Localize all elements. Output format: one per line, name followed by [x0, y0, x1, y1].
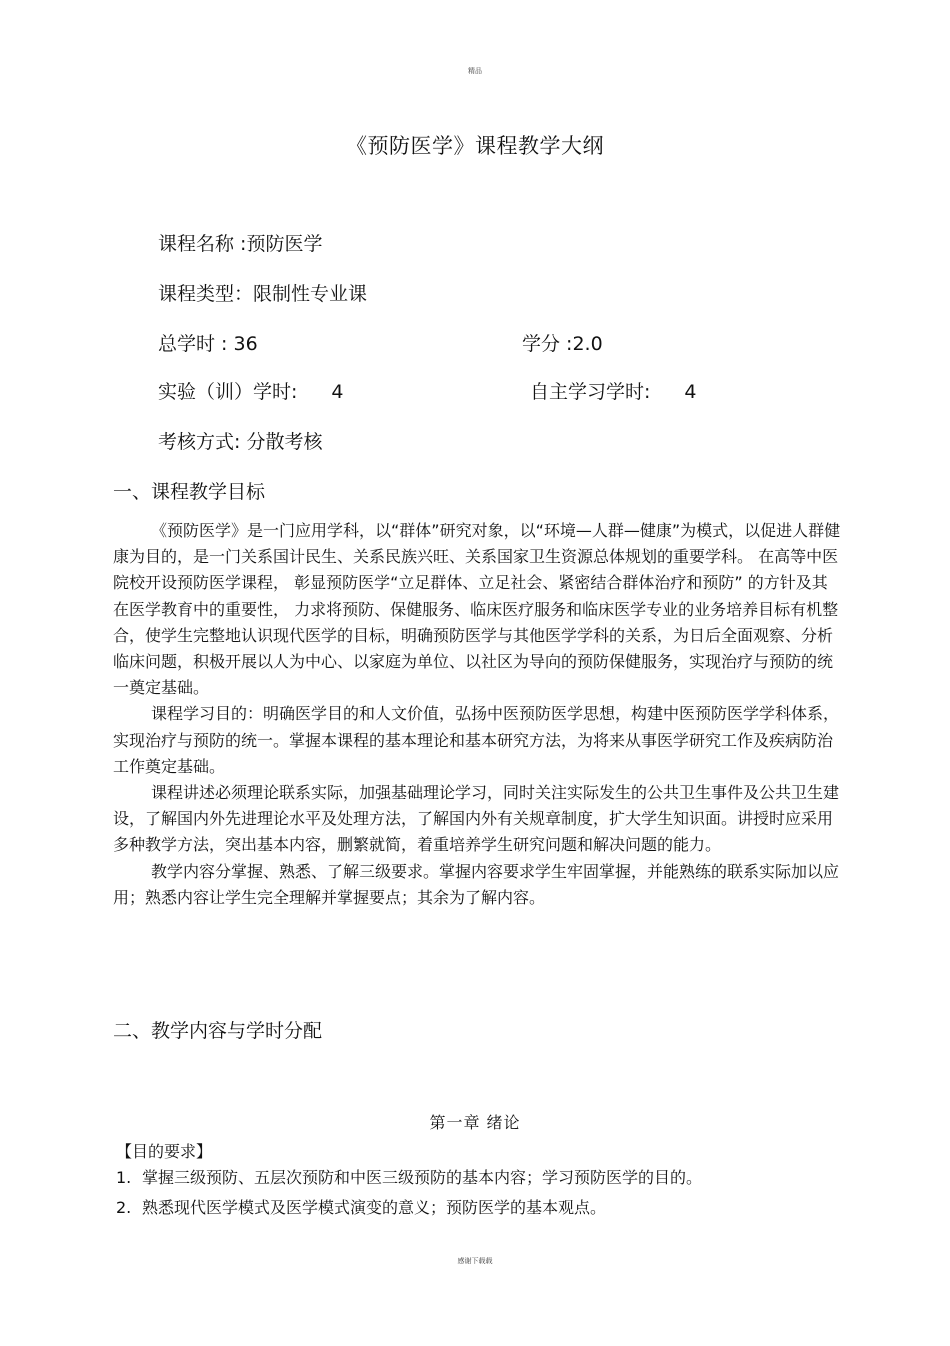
course-type-value: 限制性专业课	[253, 283, 368, 305]
paragraph: 课程讲述必须理论联系实际，加强基础理论学习，同时关注实际发生的公共卫生事件及公共卫生建设，了解国内外先进理论水平及处理方法，了解国内外有关规章制度，扩大学生知识面。讲授时应采用多种教学方法，突出基本内容，删繁就简，着重培养学生研究问题和解决问题的能力。	[113, 783, 840, 855]
list-item-text: 熟悉现代医学模式及医学模式演变的意义；预防医学的基本观点。	[142, 1198, 607, 1217]
requirements-heading: 【目的要求】	[116, 1142, 213, 1161]
lab-hours-label: 实验（训）学时:	[158, 381, 298, 403]
self-study-value: 4	[684, 381, 697, 403]
section-heading-goals: 一、课程教学目标	[113, 481, 266, 503]
paragraph: 教学内容分掌握、熟悉、了解三级要求。掌握内容要求学生牢固掌握，并能熟练的联系实际加以应用；熟悉内容让学生完全理解并掌握要点；其余为了解内容。	[113, 861, 840, 907]
list-item-number: 1.	[116, 1168, 132, 1187]
total-hours-value: 36	[233, 333, 258, 355]
course-name-row	[158, 232, 322, 256]
total-hours-row	[158, 332, 258, 356]
lab-hours-row	[158, 380, 344, 404]
paragraph: 《预防医学》是一门应用学科，以“群体”研究对象，以“环境—人群—健康”为模式，以促进人群健康为目的，是一门关系国计民生、关系民族兴旺、关系国家卫生资源总体规划的重要学科。 在高等中医院校开设预防医学课程， 彰显预防医学“立足群体、立足社会、紧密结合群体治疗和预防” 的方针及其在医学教育中的重要性， 力求将预防、保健服务、临床医疗服务和临床医学专业的业务培养目标有机整合，使学生完整地认识现代医学的目标，明确预防医学与其他医学学科的关系，为日后全面观察、分析临床问题，积极开展以人为中心、以家庭为单位、以社区为导向的预防保健服务，实现治疗与预防的统一奠定基础。	[113, 521, 841, 698]
section-heading-content: 二、教学内容与学时分配	[113, 1020, 323, 1042]
credits-label: 学分 :	[522, 333, 573, 355]
self-study-label: 自主学习学时:	[530, 381, 651, 403]
credits-row	[522, 332, 603, 356]
paragraph: 课程学习目的：明确医学目的和人文价值，弘扬中医预防医学思想，构建中医预防医学学科体系，实现治疗与预防的统一。掌握本课程的基本理论和基本研究方法，为将来从事医学研究工作及疾病防治工作奠定基础。	[113, 704, 840, 776]
assessment-label: 考核方式:	[158, 431, 241, 453]
list-item	[116, 1166, 702, 1196]
list-item-text: 掌握三级预防、五层次预防和中医三级预防的基本内容；学习预防医学的目的。	[142, 1168, 703, 1187]
lab-hours-value: 4	[331, 381, 344, 403]
goals-body	[113, 518, 843, 911]
footer-tag: 感谢下载载	[457, 1257, 493, 1265]
assessment-value: 分散考核	[246, 431, 323, 453]
self-study-row	[530, 380, 697, 404]
page-title: 《预防医学》课程教学大纲	[346, 134, 604, 158]
course-type-row	[158, 282, 367, 306]
assessment-row	[158, 430, 322, 454]
list-item	[116, 1196, 702, 1226]
requirements-list	[116, 1166, 702, 1226]
list-item-number: 2.	[116, 1198, 132, 1217]
course-name-label: 课程名称 :	[158, 233, 247, 255]
header-tag: 精品	[468, 67, 482, 75]
course-name-value: 预防医学	[246, 233, 323, 255]
course-type-label: 课程类型：	[158, 283, 254, 305]
chapter-title: 第一章 绪论	[429, 1113, 521, 1132]
total-hours-label: 总学时 :	[158, 333, 228, 355]
credits-value: 2.0	[572, 333, 603, 355]
